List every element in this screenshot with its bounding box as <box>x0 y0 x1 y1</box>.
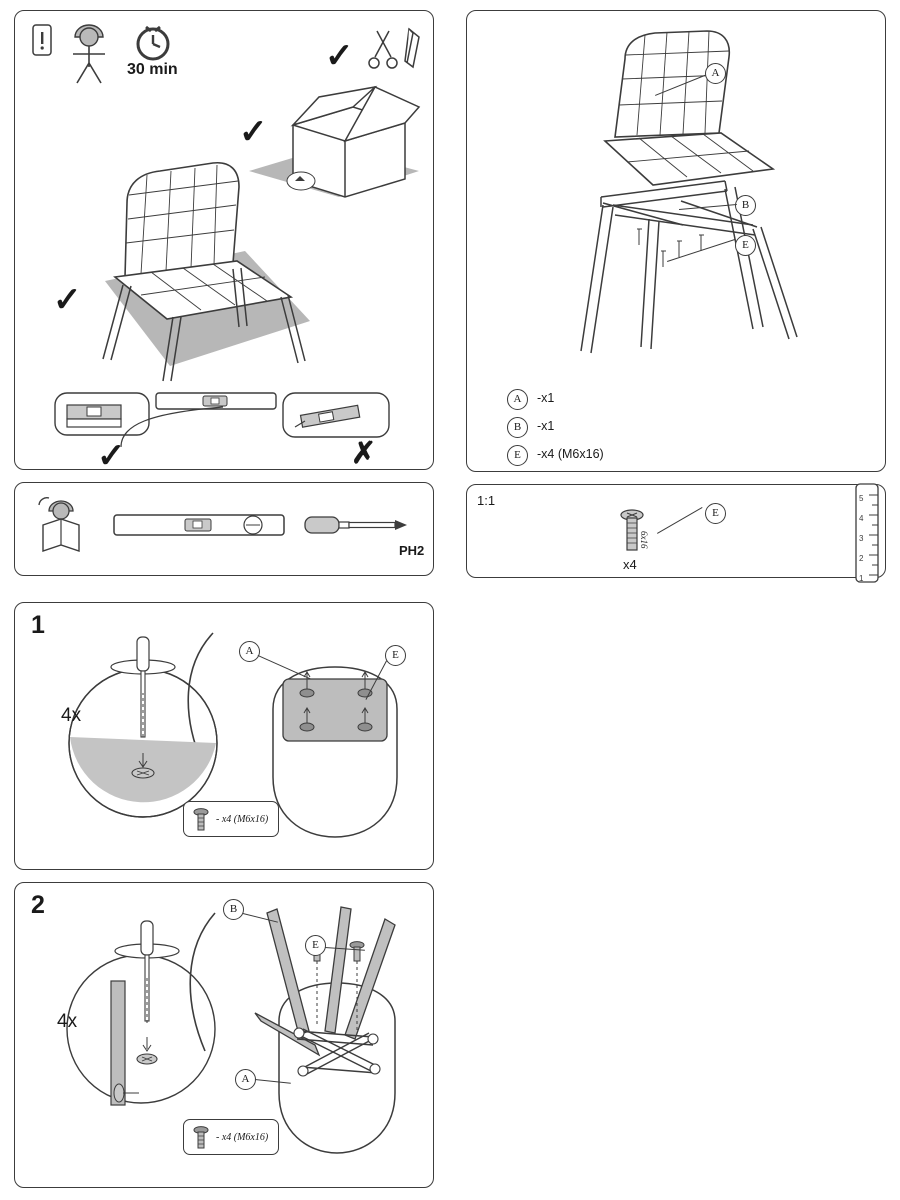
ruler-tick-1: 1 <box>859 574 864 583</box>
step-1-zoom-label: 4x <box>61 705 82 726</box>
step-2-note-box <box>183 1119 279 1155</box>
tools-panel <box>14 482 434 576</box>
scale-callout-leader <box>657 507 703 534</box>
ruler-tick-labels <box>859 489 863 589</box>
step-2-zoom-circle <box>59 907 235 1127</box>
step-1-note-screw-icon <box>192 807 210 833</box>
exploded-chair-illustration <box>557 29 837 379</box>
parts-list-item-qty-0: -x1 <box>537 391 555 405</box>
clock-icon <box>133 23 173 63</box>
parts-list-item-qty-1: -x1 <box>537 419 555 433</box>
scale-callout-E: E <box>705 503 726 524</box>
level-correct-check: ✓ <box>97 437 126 475</box>
step-2-note-text: - x4 (M6x16) <box>216 1132 269 1143</box>
overview-panel <box>14 10 434 475</box>
callout-B: B <box>735 195 756 216</box>
scissors-and-cutter-icon <box>367 23 427 79</box>
ruler-tick-4: 4 <box>859 514 864 523</box>
warning-icon <box>29 23 55 57</box>
step-2-note-screw-icon <box>192 1125 210 1151</box>
scale-ratio-label: 1:1 <box>477 493 496 508</box>
step-1-note-text: - x4 (M6x16) <box>216 814 269 825</box>
step-2-callout-E: E <box>305 935 326 956</box>
step-1-panel <box>14 602 434 870</box>
scale-panel <box>466 484 886 583</box>
step-2-callout-A: A <box>235 1069 256 1090</box>
step-1-seat-illustration <box>255 665 415 845</box>
tools-check-mark: ✓ <box>325 37 354 75</box>
step-1-number: 1 <box>31 611 45 639</box>
screw-dimension-label: 6x16 <box>639 531 649 549</box>
one-person-icon <box>67 21 111 87</box>
step-1-callout-E: E <box>385 645 406 666</box>
callout-E: E <box>735 235 756 256</box>
parts-list-item-id-2: E <box>507 445 528 466</box>
parts-panel <box>466 10 886 472</box>
assembly-time-label: 30 min <box>127 61 178 78</box>
ruler-tick-5: 5 <box>859 494 864 503</box>
parts-list-item-id-1: B <box>507 417 528 438</box>
read-manual-icon <box>33 495 97 561</box>
parts-list <box>507 389 757 463</box>
level-pointer-line <box>119 401 225 449</box>
spirit-level-tool-icon <box>113 511 285 541</box>
callout-A: A <box>705 63 726 84</box>
parts-list-item-id-0: A <box>507 389 528 410</box>
screwdriver-bit-label: PH2 <box>399 543 425 558</box>
step-1-callout-A: A <box>239 641 260 662</box>
step-2-panel <box>14 882 434 1188</box>
scale-count-label: x4 <box>623 557 637 572</box>
ruler-tick-2: 2 <box>859 554 864 563</box>
parts-list-item-qty-2: -x4 (M6x16) <box>537 447 604 461</box>
level-incorrect-illustration <box>281 387 403 449</box>
step-2-number: 2 <box>31 891 45 919</box>
packaging-check-mark: ✓ <box>239 113 268 151</box>
ruler-tick-3: 3 <box>859 534 864 543</box>
step-2-zoom-label: 4x <box>57 1011 78 1032</box>
step-1-note-box <box>183 801 279 837</box>
step-2-callout-B: B <box>223 899 244 920</box>
screwdriver-icon <box>303 509 413 543</box>
floor-check-mark: ✓ <box>53 281 82 319</box>
level-incorrect-cross: ✗ <box>351 437 377 470</box>
